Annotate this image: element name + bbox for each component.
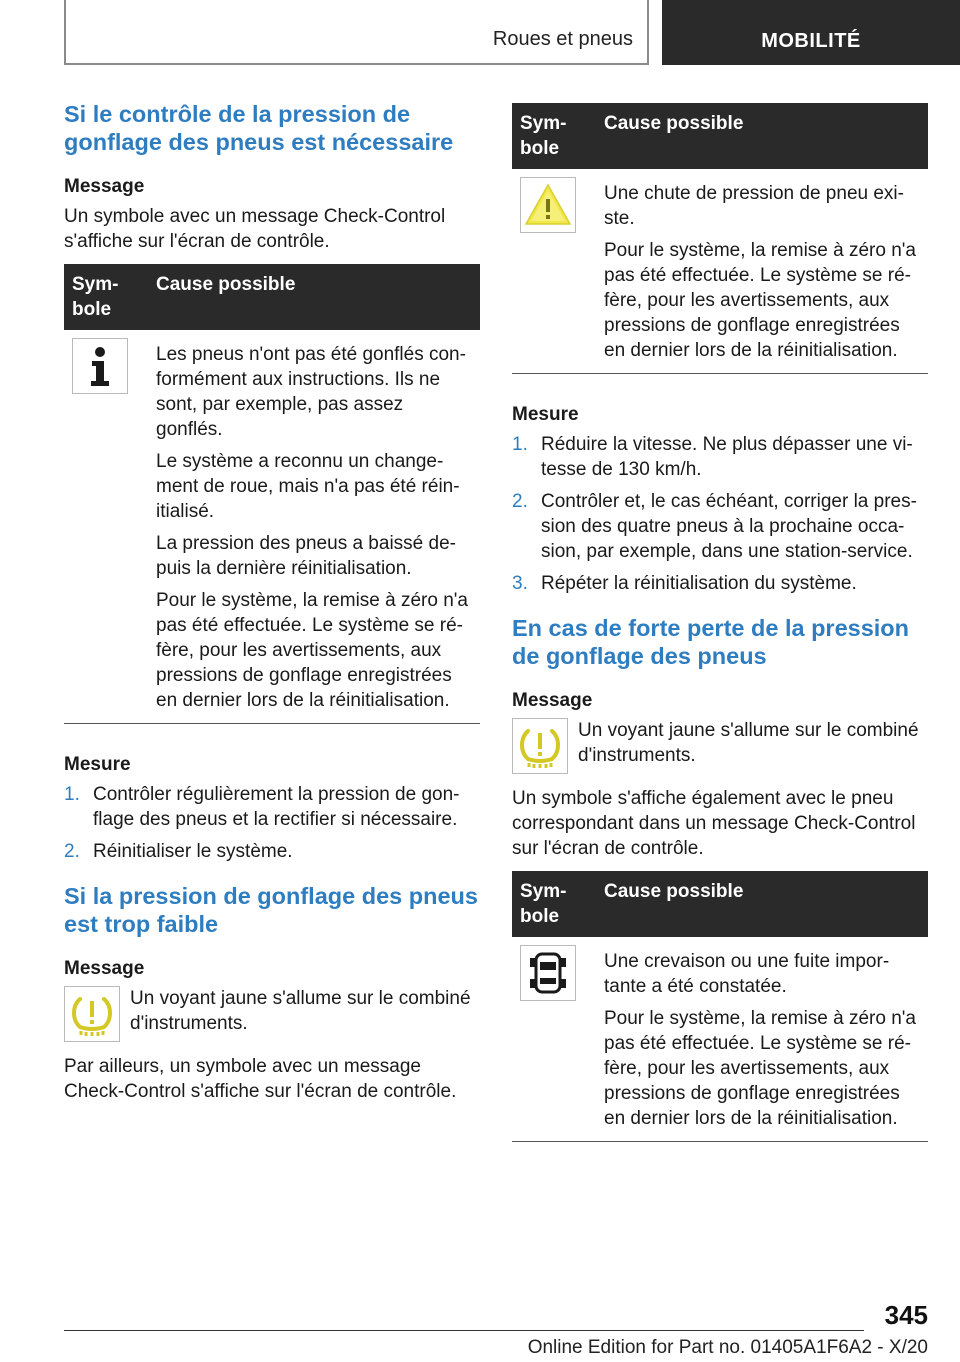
info-icon (72, 338, 128, 394)
cause-paragraph: Une chute de pression de pneu exi-ste. (604, 183, 904, 229)
cause-paragraph: La pression des pneus a baissé de-puis la dernière réinitialisation. (156, 533, 456, 579)
list-item: 3. Répéter la réinitialisation du système. (512, 573, 857, 594)
message-label: Message (64, 958, 145, 979)
col-cause-header: Cause possible (148, 264, 480, 330)
lamp-text: Un voyant jaune s'allume sur le combiné d'instruments. (578, 720, 919, 766)
message-label: Message (512, 690, 593, 711)
cause-paragraph: Le système a reconnu un change-ment de roue, mais n'a pas été réin-itialisé. (156, 451, 460, 522)
cause-paragraph: Pour le système, la remise à zéro n'a pas été effectuée. Le système se ré-fère, pour les avertissements, aux pressions de gonflage enregistrées en dernier lors de la réinitialisation. (604, 1008, 916, 1129)
cause-paragraph: Pour le système, la remise à zéro n'a pas été effectuée. Le système se ré-fère, pour les avertissements, aux pressions de gonflage enregistrées en dernier lors de la réinitialisation. (604, 240, 916, 361)
car-tire-icon (520, 945, 576, 1001)
heading-pressure-too-low: Si la pression de gonflage des pneus est trop faible (64, 883, 478, 937)
cause-paragraph: Une crevaison ou une fuite impor-tante a été constatée. (604, 951, 890, 997)
edition-text: Online Edition for Part no. 01405A1F6A2 - X/20 (527, 1337, 928, 1358)
tire-pressure-warning-icon (512, 718, 568, 774)
page-number: 345 (884, 1300, 928, 1330)
list-item: 1. Contrôler régulièrement la pression de gon-flage des pneus et la rectifier si nécessaire. (64, 784, 460, 830)
col-symbol-header: Sym- bole (64, 264, 148, 330)
cause-paragraph: Pour le système, la remise à zéro n'a pas été effectuée. Le système se ré-fère, pour les avertissements, aux pressions de gonflage enregistrées en dernier lors de la réinitialisation. (156, 590, 468, 711)
heading-pressure-check-needed: Si le contrôle de la pression de gonflage des pneus est nécessaire (64, 101, 454, 155)
right-column (512, 103, 928, 1170)
measure-steps (512, 432, 928, 596)
left-column (64, 100, 480, 1114)
lamp-text: Un voyant jaune s'allume sur le combiné d'instruments. (130, 988, 471, 1034)
extra-text: Par ailleurs, un symbole avec un message Check-Control s'affiche sur l'écran de contrôle. (64, 1056, 457, 1102)
col-cause-header: Cause possible (596, 871, 928, 937)
col-symbol-header: Sym- bole (512, 103, 596, 169)
extra-text: Un symbole s'affiche également avec le pneu correspondant dans un message Check-Control sur l'écran de contrôle. (512, 788, 916, 859)
warning-triangle-icon (520, 177, 576, 233)
col-cause-header: Cause possible (596, 103, 928, 169)
cause-paragraph: Les pneus n'ont pas été gonflés con-formément aux instructions. Ils ne sont, par exemple, pas assez gonflés. (156, 344, 466, 440)
col-symbol-header: Sym- bole (512, 871, 596, 937)
message-text: Un symbole avec un message Check-Control s'affiche sur l'écran de contrôle. (64, 206, 446, 252)
footer-divider (64, 1330, 864, 1331)
list-item: 2. Réinitialiser le système. (64, 841, 293, 862)
measure-steps (64, 782, 480, 864)
measure-label: Mesure (64, 754, 131, 775)
chapter-tab: MOBILITÉ (662, 0, 960, 65)
heading-strong-pressure-loss: En cas de forte perte de la pression de gonflage des pneus (512, 615, 910, 669)
symbol-cause-table (64, 264, 480, 724)
list-item: 2. Contrôler et, le cas échéant, corriger la pres-sion des quatre pneus à la prochaine occa-sion, par exemple, dans une station-service. (512, 491, 917, 562)
list-item: 1. Réduire la vitesse. Ne plus dépasser une vi-tesse de 130 km/h. (512, 434, 913, 480)
symbol-cause-table (512, 871, 928, 1142)
section-title: Roues et pneus (492, 28, 633, 50)
header-section-tab (64, 0, 649, 65)
symbol-cause-table (512, 103, 928, 374)
measure-label: Mesure (512, 404, 579, 425)
message-label: Message (64, 176, 145, 197)
tire-pressure-warning-icon (64, 986, 120, 1042)
